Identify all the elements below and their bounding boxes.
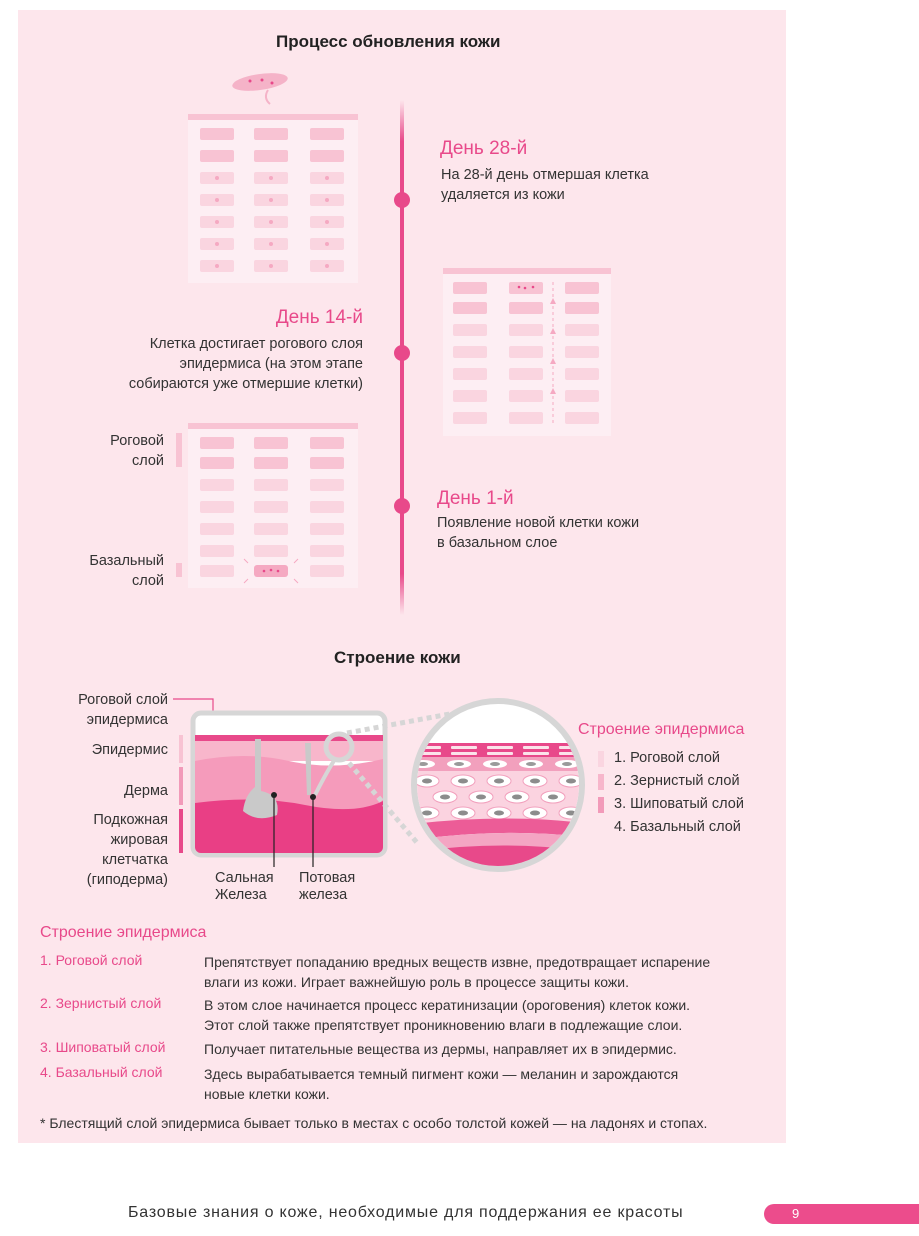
layer-name: 4. Базальный слой [40,1064,163,1080]
day28-label: День 28-й [440,138,528,159]
layer-name: 2. Зернистый слой [40,995,162,1011]
basal-layer-label: Базальный слой [89,553,164,589]
footnote: * Блестящий слой эпидермиса бывает только в местах с особо толстой кожей — на ладонях и стопах. [40,1115,708,1131]
day14-label: День 14-й [275,307,363,328]
page-number: 9 [792,1206,800,1221]
stratum-corneum-label: Роговой слой эпидермиса [78,692,168,728]
cell-grid-day28 [188,68,358,283]
day14-description: Клетка достигает рогового слоя эпидермиса (на этом этапе собираются уже отмершие клетки) [128,336,363,392]
sweat-gland-label: Потовая железа [299,870,356,903]
day28-description: На 28-й день отмершая клетка удаляется из кожи [441,167,649,203]
legend-label: 2. Зернистый слой [614,773,740,789]
timeline-dot-day14 [394,345,410,361]
structure-title: Строение кожи [334,648,461,667]
dermis-label: Дерма [124,783,168,799]
footer-text: Базовые знания о коже, необходимые для поддержания ее красоты [128,1204,684,1221]
timeline [390,100,414,615]
skin-diagram [165,695,585,875]
legend-label: 3. Шиповатый слой [614,796,744,812]
layer-description: В этом слое начинается процесс кератинизации (ороговения) клеток кожи. Этот слой также препятствует проникновению влаги в подлежащие слои. [204,997,691,1033]
renewal-title: Процесс обновления кожи [276,32,501,51]
timeline-dot-day1 [394,498,410,514]
horny-layer-label: Роговой слой [110,433,164,469]
page-number-tab [764,1204,919,1224]
day1-description: Появление новой клетки кожи в базальном слое [437,515,640,551]
layer-name: 3. Шиповатый слой [40,1039,166,1055]
legend-swatch [598,751,604,767]
sebaceous-gland-label: Сальная Железа [215,870,274,903]
legend-title: Строение эпидермиса [578,721,745,738]
day1-label: День 1-й [437,488,514,509]
legend-label: 1. Роговой слой [614,750,721,766]
layer-description: Препятствует попаданию вредных веществ извне, предотвращает испарение влаги из кожи. Играет важнейшую роль в процессе защиты кожи. [204,954,711,990]
floating-dead-cell-icon [231,70,289,104]
layer-description: Здесь вырабатывается темный пигмент кожи — меланин и зарождаются новые клетки кожи. [204,1066,679,1102]
timeline-dot-day28 [394,192,410,208]
cell-grid-day14 [443,268,611,436]
layer-name: 1. Роговой слой [40,952,143,968]
legend-swatch [598,774,604,790]
epidermis-table-title: Строение эпидермиса [40,924,207,941]
legend-label: 4. Базальный слой [614,819,741,835]
legend-swatch [598,797,604,813]
cell-grid-day1 [174,423,358,588]
layer-description: Получает питательные вещества из дермы, направляет их в эпидермис. [204,1041,677,1057]
epidermis-label: Эпидермис [91,742,168,758]
hypodermis-label: Подкожная жировая клетчатка (гиподерма) [86,812,168,888]
